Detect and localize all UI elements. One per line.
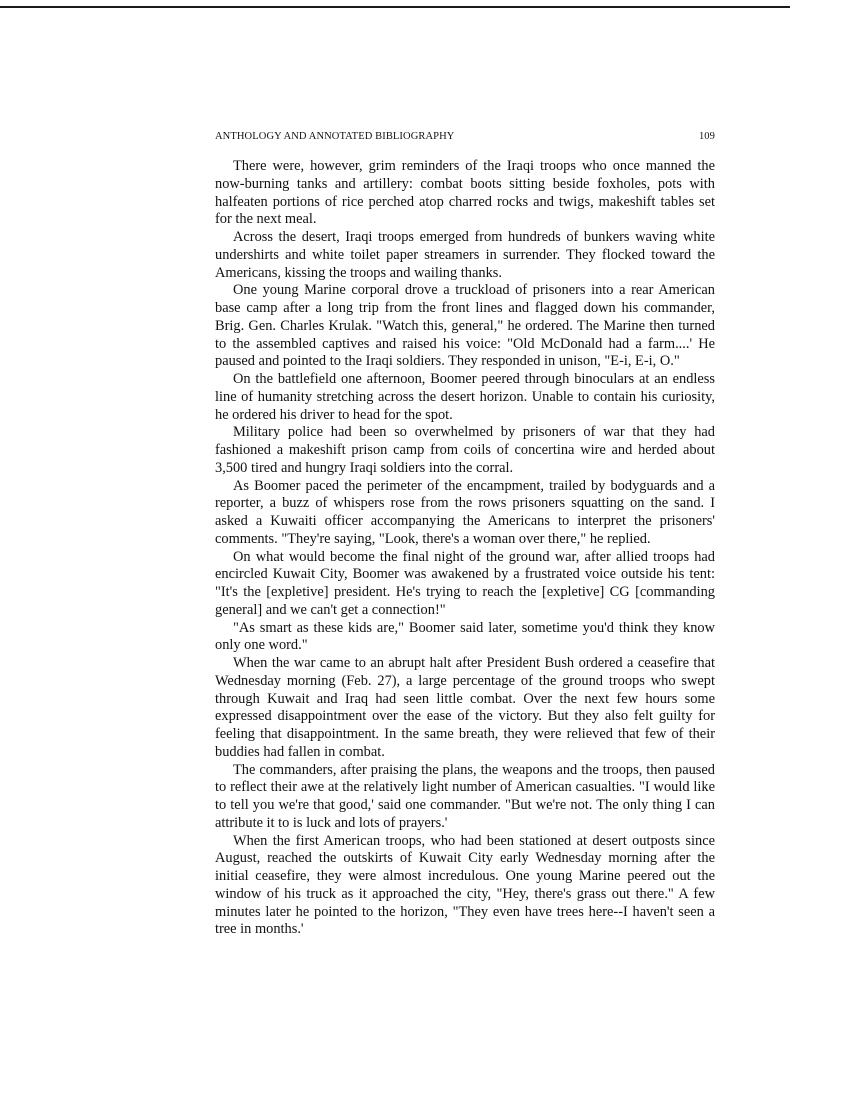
paragraph: Across the desert, Iraqi troops emerged from hundreds of bunkers waving white undershirts and white toilet paper streamers in surrender. They flocked toward the Americans, kissing the troops and wailing thanks. [215, 229, 715, 281]
body-text [215, 158, 715, 939]
top-rule [0, 6, 790, 8]
running-head [215, 130, 715, 144]
paragraph: On the battlefield one afternoon, Boomer peered through binoculars at an endless line of humanity stretching across the desert horizon. Unable to contain his curiosity, he ordered his driver to head for the spot. [215, 371, 715, 423]
paragraph: Military police had been so overwhelmed by prisoners of war that they had fashioned a makeshift prison camp from coils of concertina wire and herded about 3,500 tired and hungry Iraqi soldiers into the corral. [215, 424, 715, 476]
paragraph: The commanders, after praising the plans, the weapons and the troops, then paused to reflect their awe at the relatively light number of American casualties. "I would like to tell you we're that good,' said one commander. "But we're not. The only thing I can attribute it to is luck and lots of prayers.' [215, 761, 715, 831]
paragraph: When the first American troops, who had been stationed at desert outposts since August, reached the outskirts of Kuwait City early Wednesday morning after the initial ceasefire, they were almost incredulous. One young Marine peered out the window of his truck as it approached the city, "Hey, there's grass out there." A few minutes later he pointed to the horizon, "They even have trees here--I haven't seen a tree in months.' [215, 832, 715, 938]
page-number: 109 [698, 131, 715, 142]
paragraph: There were, however, grim reminders of the Iraqi troops who once manned the now-burning tanks and artillery: combat boots sitting beside foxholes, pots with halfeaten portions of rice perched atop charred rocks and twigs, makeshift tables set for the next meal. [215, 158, 715, 228]
running-head-title: ANTHOLOGY AND ANNOTATED BIBLIOGRAPHY [215, 131, 455, 142]
paragraph: On what would become the final night of the ground war, after allied troops had encircled Kuwait City, Boomer was awakened by a frustrated voice outside his tent: "It's the [expletive] president. He's trying to reach the [expletive] CG [commanding general] and we can't get a connection!" [215, 548, 715, 618]
paragraph: One young Marine corporal drove a truckload of prisoners into a rear American base camp after a long trip from the front lines and flagged down his commander, Brig. Gen. Charles Krulak. "Watch this, general," he ordered. The Marine then turned to the assembled captives and raised his voice: "Old McDonald had a farm....' He paused and pointed to the Iraqi soldiers. They responded in unison, "E-i, E-i, O." [215, 282, 715, 370]
paragraph: "As smart as these kids are," Boomer said later, sometime you'd think they know only one word." [215, 619, 715, 654]
paragraph: When the war came to an abrupt halt after President Bush ordered a ceasefire that Wednesday morning (Feb. 27), a large percentage of the ground troops who swept through Kuwait and Iraq had seen little combat. Over the next few hours some expressed disappointment over the ease of the victory. But they also felt guilty for feeling that disappointment. In the same breath, they were relieved that few of their buddies had fallen in combat. [215, 655, 715, 760]
paragraph: As Boomer paced the perimeter of the encampment, trailed by bodyguards and a reporter, a buzz of whispers rose from the rows prisoners squatting on the sand. I asked a Kuwaiti officer accompanying the Americans to interpret the prisoners' comments. "They're saying, "Look, there's a woman over there," he replied. [215, 477, 715, 547]
